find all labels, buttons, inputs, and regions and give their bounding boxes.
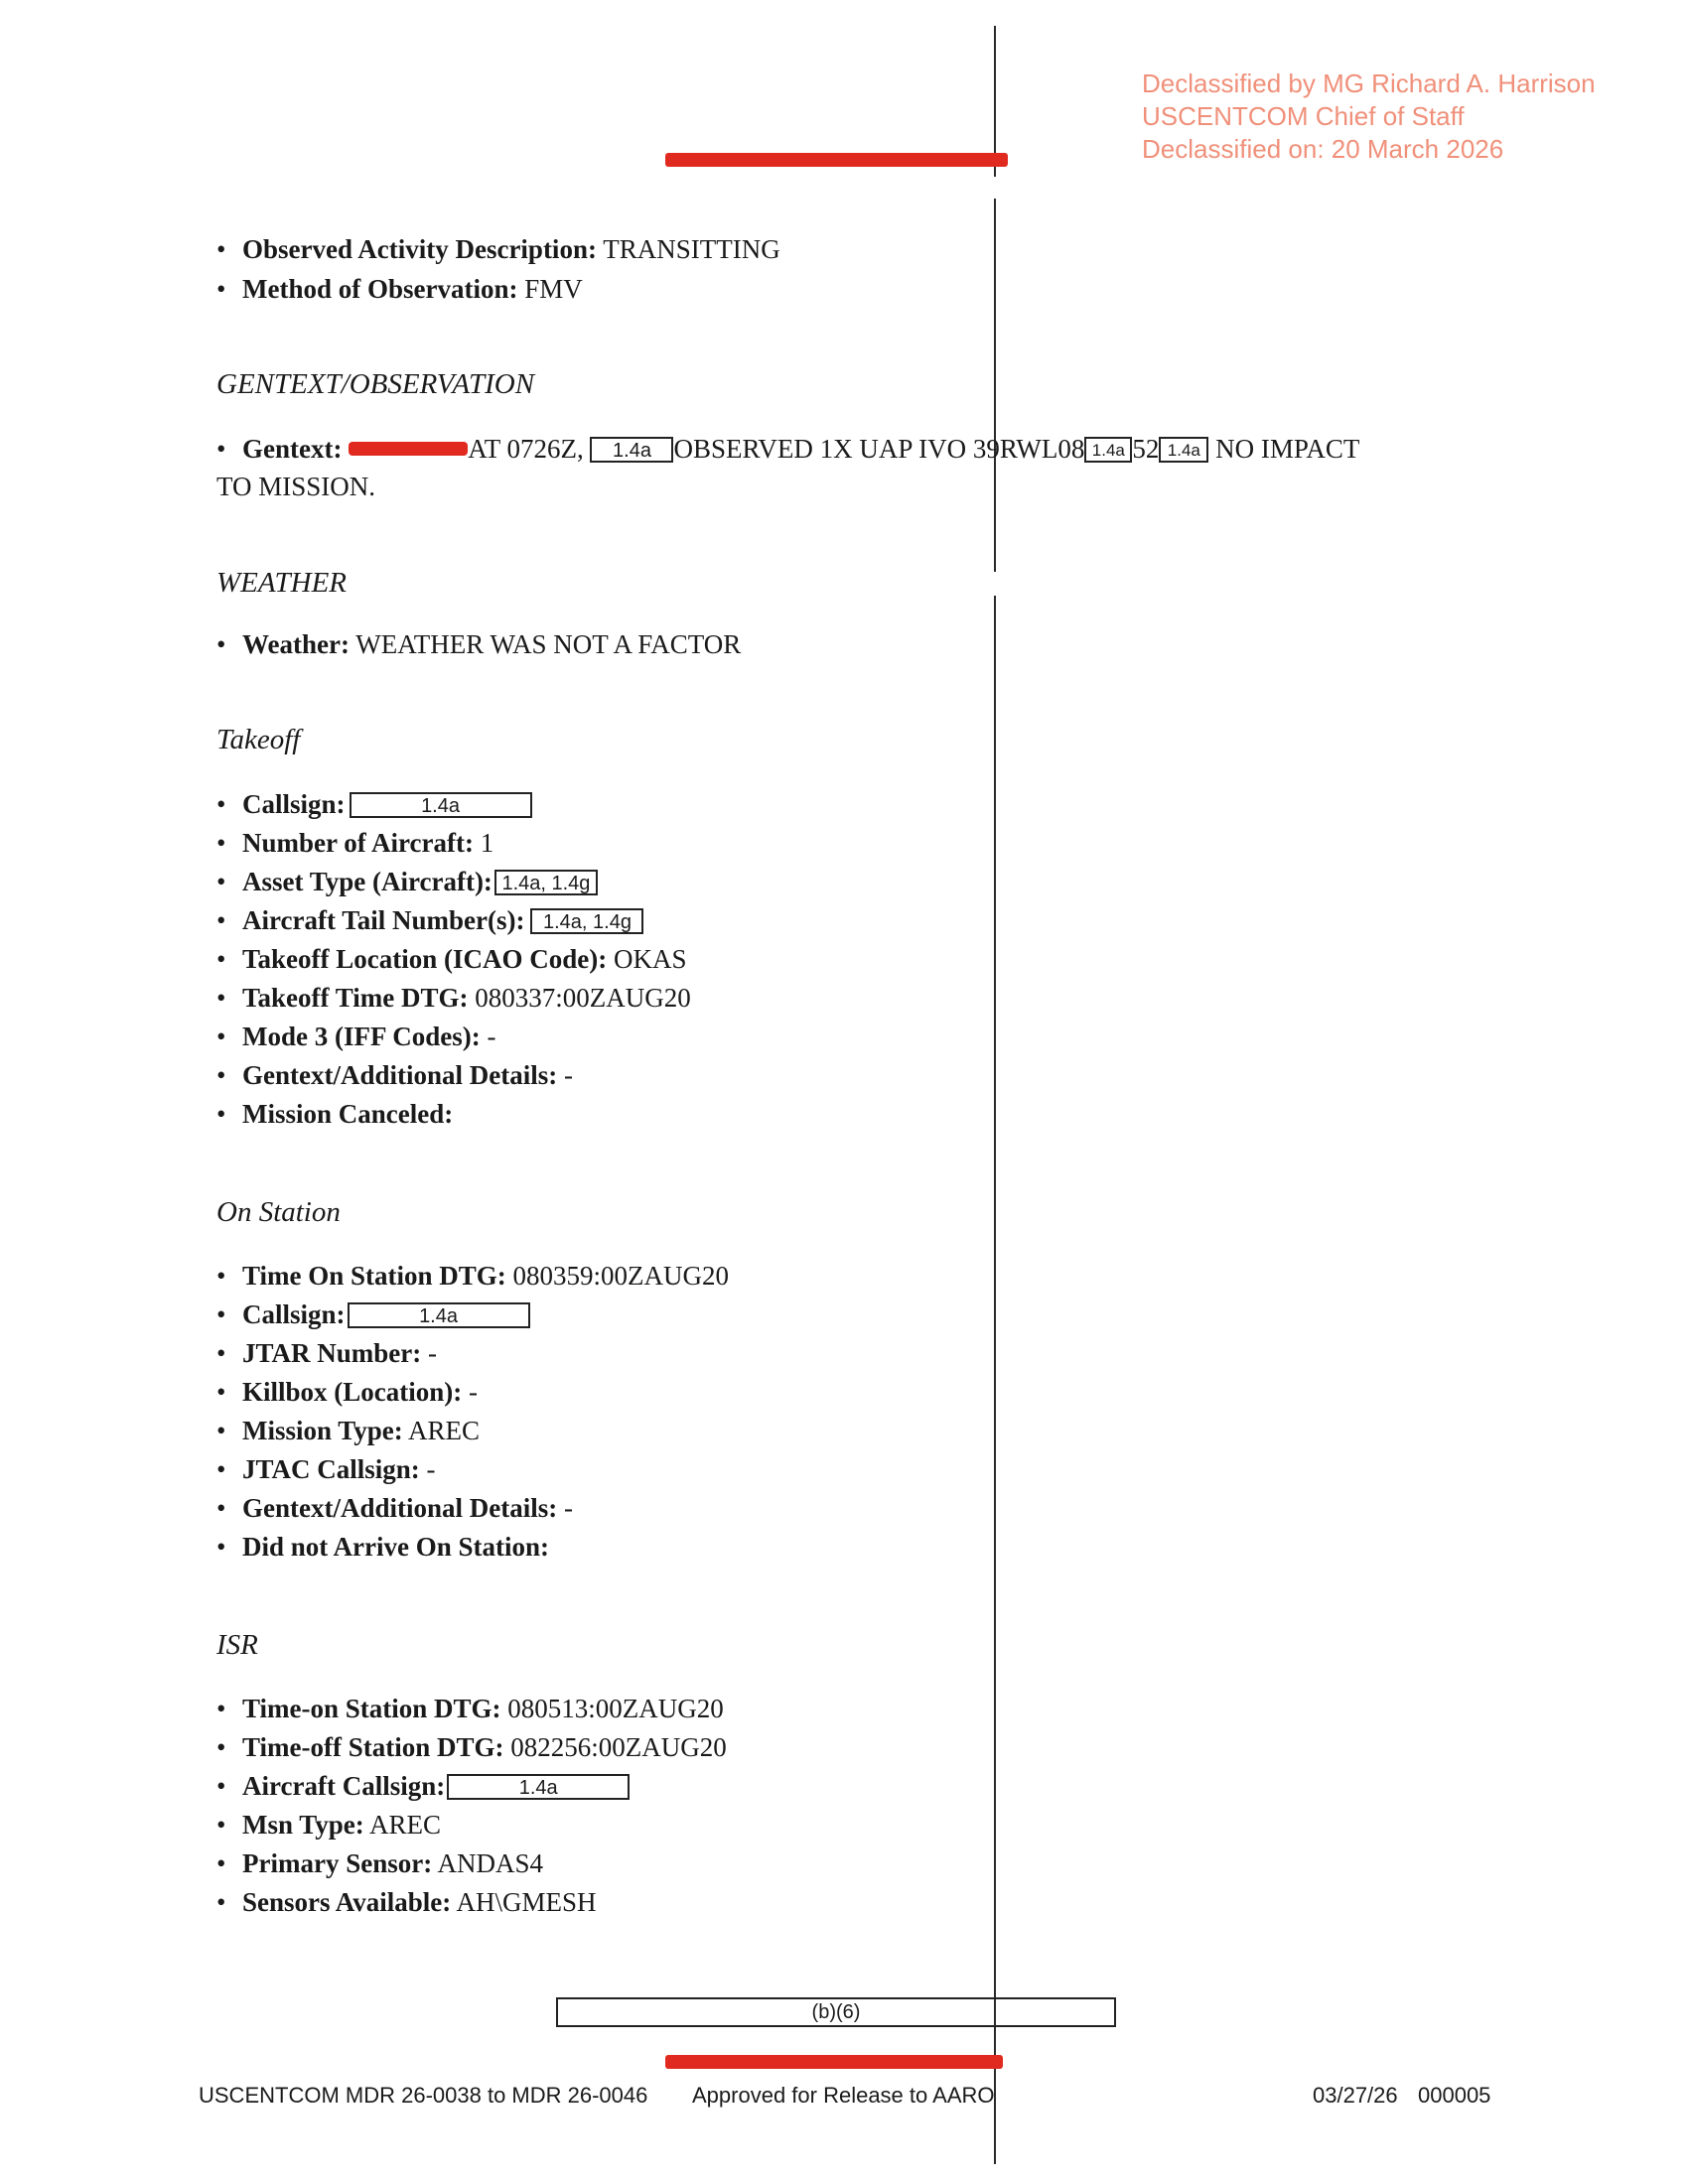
footer-mdr-reference: USCENTCOM MDR 26-0038 to MDR 26-0046 [199, 2083, 648, 2108]
mission-type-value: AREC [408, 1416, 481, 1445]
weather-label: Weather: [242, 629, 350, 659]
footer-classification-redaction [665, 2055, 1003, 2069]
redaction-box-on-station-callsign: 1.4a [348, 1302, 530, 1328]
gentext-text-a: AT 0726Z, [468, 434, 584, 464]
declass-line-2: USCENTCOM Chief of Staff [1142, 101, 1465, 131]
isr-heading: ISR [216, 1629, 258, 1661]
primary-sensor-value: ANDAS4 [437, 1848, 543, 1878]
gentext-label: Gentext: [242, 434, 343, 464]
footer-release-note: Approved for Release to AARO [692, 2083, 995, 2108]
takeoff-time-value: 080337:00ZAUG20 [475, 983, 691, 1013]
isr-item: • Aircraft Callsign: 1.4a [216, 1769, 630, 1803]
sensors-available-value: AH\GMESH [456, 1887, 597, 1917]
center-fold-line-upper [994, 199, 996, 572]
footer-page-number: 000005 [1418, 2083, 1491, 2108]
on-station-item: • Callsign: 1.4a [216, 1297, 530, 1331]
redaction-box-gentext-a: 1.4a [590, 437, 673, 463]
weather-heading: WEATHER [216, 567, 348, 599]
observation-method-item: • Method of Observation: FMV [216, 274, 583, 304]
redaction-box-b6: (b)(6) [556, 1997, 1116, 2027]
weather-value: WEATHER WAS NOT A FACTOR [355, 629, 742, 659]
on-station-item: • Killbox (Location): - [216, 1377, 478, 1407]
takeoff-location-label: Takeoff Location (ICAO Code): [242, 944, 608, 974]
on-station-callsign-label: Callsign: [242, 1299, 346, 1329]
did-not-arrive-label: Did not Arrive On Station: [242, 1532, 550, 1562]
takeoff-gentext-label: Gentext/Additional Details: [242, 1060, 558, 1090]
header-classification-redaction [665, 153, 1008, 167]
takeoff-item: • Callsign: 1.4a [216, 787, 532, 821]
center-fold-line-lower [994, 596, 996, 2164]
weather-item: • Weather: WEATHER WAS NOT A FACTOR [216, 629, 742, 659]
gentext-heading: GENTEXT/OBSERVATION [216, 368, 535, 400]
isr-time-on-value: 080513:00ZAUG20 [507, 1694, 724, 1723]
takeoff-item: • Gentext/Additional Details: - [216, 1060, 573, 1090]
takeoff-canceled-label: Mission Canceled: [242, 1099, 454, 1129]
takeoff-number-value: 1 [480, 828, 494, 858]
takeoff-callsign-label: Callsign: [242, 789, 346, 819]
takeoff-mode3-value: - [487, 1022, 496, 1051]
on-station-item: • Mission Type: AREC [216, 1416, 481, 1445]
on-station-item: • JTAR Number: - [216, 1338, 437, 1368]
observation-method-label: Method of Observation: [242, 274, 518, 304]
takeoff-item: • Asset Type (Aircraft): 1.4a, 1.4g [216, 865, 598, 898]
on-station-item: • Gentext/Additional Details: - [216, 1493, 573, 1523]
on-station-gentext-value: - [564, 1493, 573, 1523]
redaction-box-asset-type: 1.4a, 1.4g [494, 870, 598, 895]
gentext-text-c: 52 [1132, 434, 1160, 464]
on-station-time-value: 080359:00ZAUG20 [512, 1261, 730, 1291]
redaction-box-isr-callsign: 1.4a [447, 1774, 630, 1800]
declass-line-3: Declassified on: 20 March 2026 [1142, 134, 1504, 164]
takeoff-item: • Takeoff Time DTG: 080337:00ZAUG20 [216, 983, 691, 1013]
jtac-callsign-value: - [426, 1454, 436, 1484]
takeoff-item: • Takeoff Location (ICAO Code): OKAS [216, 944, 687, 974]
takeoff-heading: Takeoff [216, 724, 301, 755]
observed-activity-value: TRANSITTING [603, 234, 780, 264]
takeoff-gentext-value: - [564, 1060, 573, 1090]
isr-item: • Time-off Station DTG: 082256:00ZAUG20 [216, 1732, 727, 1762]
takeoff-location-value: OKAS [614, 944, 687, 974]
on-station-gentext-label: Gentext/Additional Details: [242, 1493, 558, 1523]
takeoff-item: • Number of Aircraft: 1 [216, 828, 494, 858]
mission-type-label: Mission Type: [242, 1416, 403, 1445]
redaction-box-gentext-c: 1.4a [1159, 437, 1208, 463]
msn-type-label: Msn Type: [242, 1810, 364, 1840]
takeoff-item: • Mission Canceled: [216, 1099, 454, 1129]
takeoff-tail-number-label: Aircraft Tail Number(s): [242, 905, 525, 935]
on-station-item: • Time On Station DTG: 080359:00ZAUG20 [216, 1261, 730, 1291]
redaction-box-takeoff-callsign: 1.4a [350, 792, 532, 818]
classification-redaction-mark [349, 442, 468, 456]
takeoff-item: • Mode 3 (IFF Codes): - [216, 1022, 496, 1051]
declassification-stamp [1142, 68, 1596, 166]
on-station-heading: On Station [216, 1196, 341, 1228]
redaction-box-gentext-b: 1.4a [1084, 437, 1132, 463]
isr-time-off-value: 082256:00ZAUG20 [510, 1732, 727, 1762]
gentext-text-b: OBSERVED 1X UAP IVO 39RWL08 [673, 434, 1085, 464]
observation-method-value: FMV [524, 274, 583, 304]
takeoff-mode3-label: Mode 3 (IFF Codes): [242, 1022, 481, 1051]
gentext-item: • Gentext: AT 0726Z, 1.4a OBSERVED 1X UAP IVO 39RWL08 1.4a 52 1.4a NO IMPACT [216, 434, 1360, 464]
on-station-time-label: Time On Station DTG: [242, 1261, 506, 1291]
footer-date: 03/27/26 [1313, 2083, 1398, 2108]
takeoff-asset-type-label: Asset Type (Aircraft): [242, 867, 492, 896]
observed-activity-label: Observed Activity Description: [242, 234, 597, 264]
jtar-number-label: JTAR Number: [242, 1338, 422, 1368]
sensors-available-label: Sensors Available: [242, 1887, 452, 1917]
jtar-number-value: - [427, 1338, 437, 1368]
observed-activity-item: • Observed Activity Description: TRANSITTING [216, 234, 780, 264]
msn-type-value: AREC [369, 1810, 442, 1840]
jtac-callsign-label: JTAC Callsign: [242, 1454, 420, 1484]
isr-item: • Msn Type: AREC [216, 1810, 442, 1840]
killbox-value: - [469, 1377, 478, 1407]
declass-line-1: Declassified by MG Richard A. Harrison [1142, 68, 1596, 98]
takeoff-time-label: Takeoff Time DTG: [242, 983, 469, 1013]
primary-sensor-label: Primary Sensor: [242, 1848, 433, 1878]
gentext-continuation: TO MISSION. [216, 472, 376, 501]
isr-item: • Time-on Station DTG: 080513:00ZAUG20 [216, 1694, 724, 1723]
isr-callsign-label: Aircraft Callsign: [242, 1771, 446, 1801]
killbox-label: Killbox (Location): [242, 1377, 463, 1407]
on-station-item: • Did not Arrive On Station: [216, 1532, 550, 1562]
isr-time-off-label: Time-off Station DTG: [242, 1732, 504, 1762]
gentext-text-d: NO IMPACT [1215, 434, 1360, 464]
isr-time-on-label: Time-on Station DTG: [242, 1694, 501, 1723]
redaction-box-tail-number: 1.4a, 1.4g [530, 908, 643, 934]
takeoff-number-label: Number of Aircraft: [242, 828, 474, 858]
takeoff-item: • Aircraft Tail Number(s): 1.4a, 1.4g [216, 903, 643, 937]
isr-item: • Primary Sensor: ANDAS4 [216, 1848, 543, 1878]
isr-item: • Sensors Available: AH\GMESH [216, 1887, 597, 1917]
on-station-item: • JTAC Callsign: - [216, 1454, 436, 1484]
